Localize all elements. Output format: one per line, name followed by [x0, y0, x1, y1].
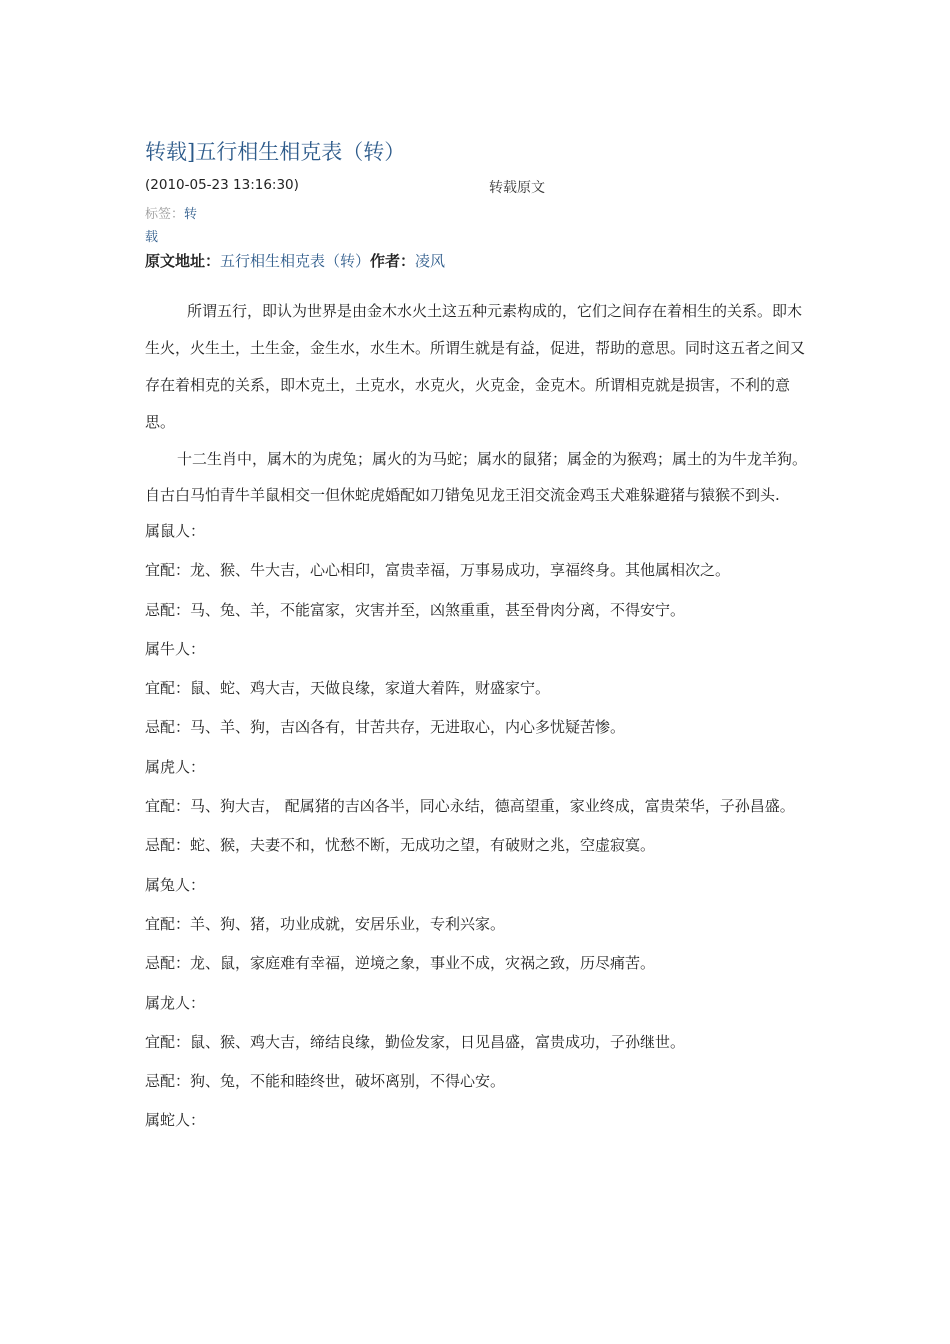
body-line: 属虎人：: [145, 757, 206, 776]
tags-label: 标签：: [145, 207, 185, 222]
intro-paragraph: 所谓五行，即认为世界是由金木水火土这五种元素构成的，它们之间存在着相生的关系。即木生火，火生土，土生金，金生水，水生木。所谓生就是有益，促进，帮助的意思。同时这五者之间又存在着相克的关系，即木克土，土克水，水克火，火克金，金克木。所谓相克就是损害，不利的意思。: [145, 302, 806, 431]
body-line: 忌配：马、兔、羊，不能富家，灾害并至，凶煞重重，甚至骨肉分离，不得安宁。: [145, 600, 686, 619]
author-label: 作者：: [370, 252, 416, 270]
body-line: 忌配：马、羊、狗，吉凶各有，甘苦共存，无进取心，内心多忧疑苦惨。: [145, 718, 626, 737]
body-line: 宜配：鼠、猴、鸡大吉，缔结良缘，勤俭发家，日见昌盛，富贵成功，子孙继世。: [145, 1032, 686, 1051]
body-line: 属牛人：: [145, 639, 206, 658]
source-line: [145, 250, 445, 271]
article-title: 转载]五行相生相克表（转）: [145, 140, 406, 164]
body-line: 宜配：鼠、蛇、鸡大吉，天做良缘，家道大着阵，财盛家宁。: [145, 679, 551, 698]
body-line: 宜配：羊、狗、猪，功业成就，安居乐业，专利兴家。: [145, 914, 506, 933]
source-title-link[interactable]: 五行相生相克表（转）: [220, 252, 371, 270]
body-line: 属龙人：: [145, 993, 206, 1012]
source-label: 原文地址：: [145, 252, 221, 270]
body-line: 属蛇人：: [145, 1111, 206, 1130]
article-body: [145, 293, 825, 1141]
body-line: 属鼠人：: [145, 522, 206, 540]
body-line: 忌配：狗、兔，不能和睦终世，破坏离别，不得心安。: [145, 1072, 506, 1091]
tag-link-part2[interactable]: 载: [145, 230, 159, 245]
body-line: 属兔人：: [145, 875, 206, 894]
body-line: 忌配：蛇、猴，夫妻不和，忧愁不断，无成功之望，有破财之兆，空虚寂寞。: [145, 836, 656, 855]
repost-original-link[interactable]: 转载原文: [489, 180, 545, 196]
article-meta: [145, 177, 825, 197]
author-link[interactable]: 凌风: [415, 252, 446, 270]
body-line: 宜配：龙、猴、牛大吉，心心相印，富贵幸福，万事易成功，享福终身。其他属相次之。: [145, 561, 731, 580]
rhyme-paragraph: 自古白马怕青牛羊鼠相交一但休蛇虎婚配如刀错兔见龙王泪交流金鸡玉犬难躲避猪与猿猴不到头.: [145, 486, 780, 504]
tag-link-part1[interactable]: 转: [184, 207, 198, 222]
body-line: 宜配：马、狗大吉， 配属猪的吉凶各半，同心永结，德高望重，家业终成，富贵荣华，子孙昌盛。: [145, 797, 795, 816]
post-datetime: (2010-05-23 13:16:30): [145, 177, 299, 193]
zodiac-elements-paragraph: 十二生肖中，属木的为虎兔；属火的为马蛇；属水的鼠猪；属金的为猴鸡；属土的为牛龙羊狗。: [177, 450, 808, 468]
body-line: 忌配：龙、鼠，家庭难有幸福，逆境之象，事业不成，灾祸之致，历尽痛苦。: [145, 954, 656, 973]
tags: [145, 203, 225, 249]
